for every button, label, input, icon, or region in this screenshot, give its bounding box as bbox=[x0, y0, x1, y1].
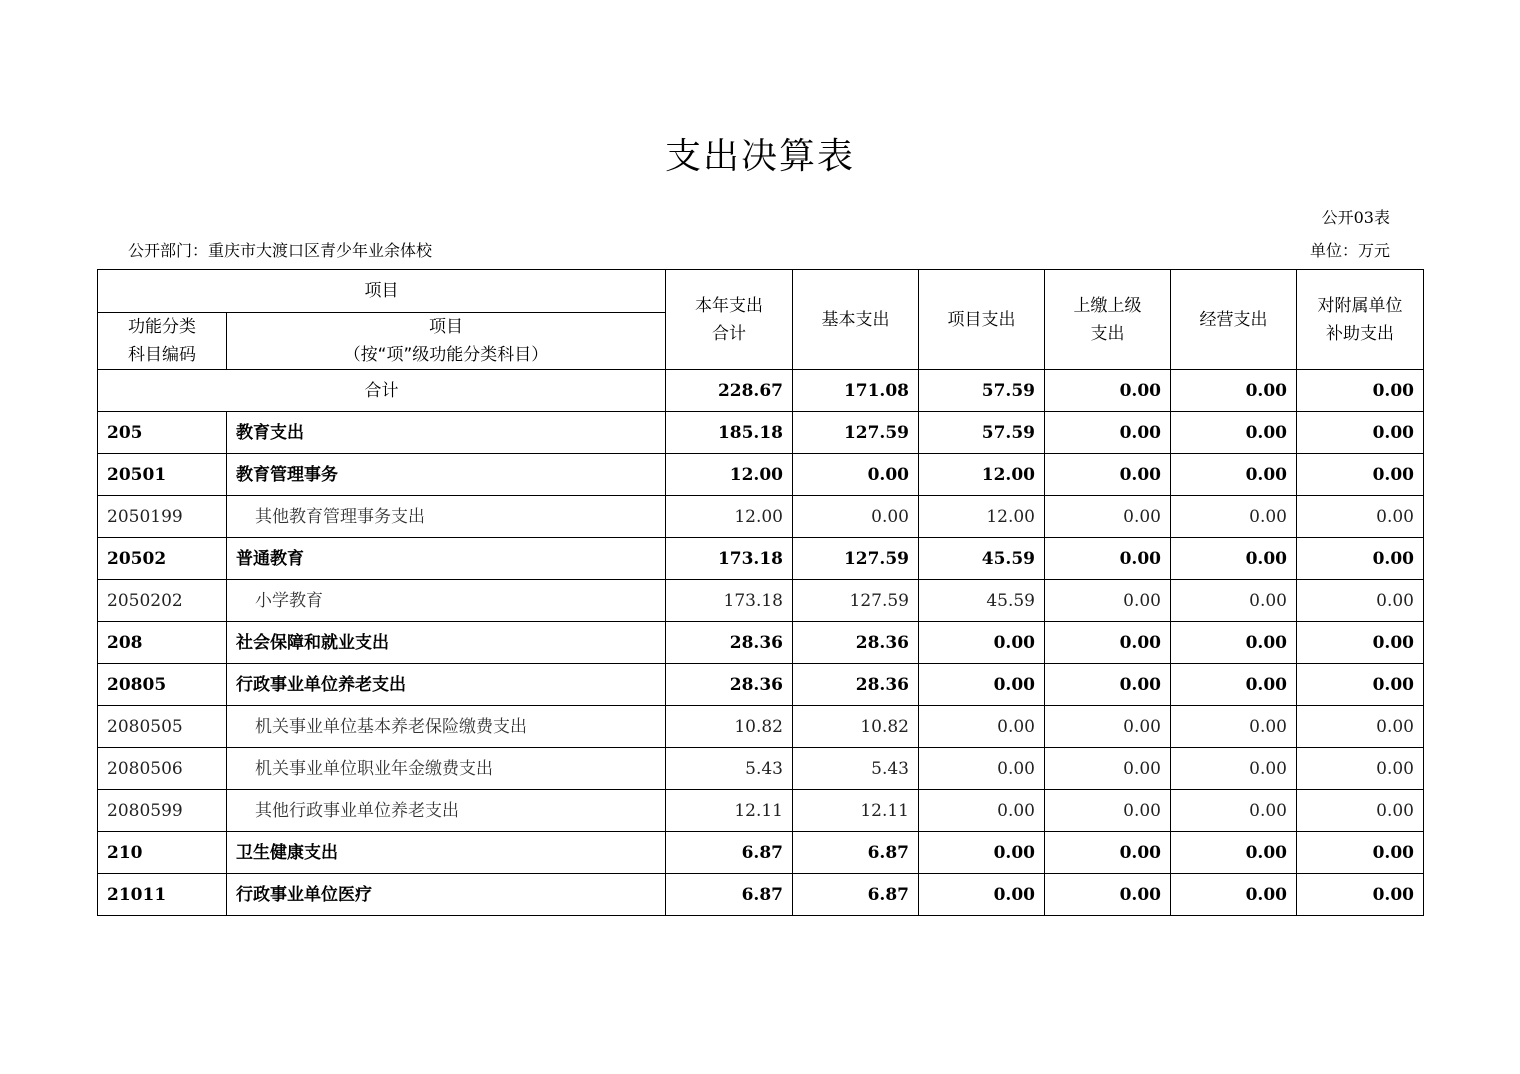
cell-business: 0.00 bbox=[1171, 580, 1297, 622]
header-name-line1: 项目 bbox=[429, 317, 463, 337]
cell-basic: 0.00 bbox=[793, 454, 919, 496]
cell-code: 2050202 bbox=[98, 580, 227, 622]
header-total bbox=[666, 270, 793, 370]
cell-total: 12.00 bbox=[666, 454, 793, 496]
cell-name: 行政事业单位医疗 bbox=[227, 874, 666, 916]
cell-business: 0.00 bbox=[1171, 790, 1297, 832]
cell-business: 0.00 bbox=[1171, 832, 1297, 874]
header-total-line2: 合计 bbox=[712, 323, 746, 344]
cell-basic: 127.59 bbox=[793, 580, 919, 622]
cell-subsidy: 0.00 bbox=[1297, 496, 1424, 538]
summary-row bbox=[98, 370, 1424, 412]
cell-business: 0.00 bbox=[1171, 538, 1297, 580]
table-row bbox=[98, 496, 1424, 538]
header-upper bbox=[1045, 270, 1171, 370]
cell-upper: 0.00 bbox=[1045, 832, 1171, 874]
cell-subsidy: 0.00 bbox=[1297, 748, 1424, 790]
header-item-group: 项目 bbox=[98, 270, 666, 313]
table-row bbox=[98, 790, 1424, 832]
cell-upper: 0.00 bbox=[1045, 622, 1171, 664]
cell-total: 28.36 bbox=[666, 664, 793, 706]
cell-business: 0.00 bbox=[1171, 706, 1297, 748]
cell-basic: 28.36 bbox=[793, 622, 919, 664]
cell-name: 教育管理事务 bbox=[227, 454, 666, 496]
page-title: 支出决算表 bbox=[664, 136, 855, 177]
cell-business: 0.00 bbox=[1171, 748, 1297, 790]
cell-subsidy: 0.00 bbox=[1297, 454, 1424, 496]
cell-code: 2080599 bbox=[98, 790, 227, 832]
table-row bbox=[98, 874, 1424, 916]
cell-subsidy: 0.00 bbox=[1297, 874, 1424, 916]
cell-business: 0.00 bbox=[1171, 496, 1297, 538]
cell-basic: 127.59 bbox=[793, 412, 919, 454]
cell-code: 2080506 bbox=[98, 748, 227, 790]
cell-basic: 0.00 bbox=[793, 496, 919, 538]
header-upper-line2: 支出 bbox=[1090, 323, 1125, 344]
cell-basic: 5.43 bbox=[793, 748, 919, 790]
cell-name: 机关事业单位基本养老保险缴费支出 bbox=[227, 706, 666, 748]
header-code-line2: 科目编码 bbox=[128, 345, 196, 365]
cell-total: 173.18 bbox=[666, 538, 793, 580]
header-subsidy bbox=[1297, 270, 1424, 370]
cell-code: 2050199 bbox=[98, 496, 227, 538]
cell-total: 12.11 bbox=[666, 790, 793, 832]
cell-subsidy: 0.00 bbox=[1297, 412, 1424, 454]
header-name bbox=[227, 313, 666, 370]
table-row bbox=[98, 580, 1424, 622]
cell-name: 行政事业单位养老支出 bbox=[227, 664, 666, 706]
summary-total: 228.67 bbox=[666, 370, 793, 412]
summary-basic: 171.08 bbox=[793, 370, 919, 412]
expenditure-table bbox=[97, 269, 1424, 916]
cell-upper: 0.00 bbox=[1045, 874, 1171, 916]
cell-name: 其他行政事业单位养老支出 bbox=[227, 790, 666, 832]
cell-code: 210 bbox=[98, 832, 227, 874]
cell-total: 5.43 bbox=[666, 748, 793, 790]
cell-basic: 6.87 bbox=[793, 874, 919, 916]
table-row bbox=[98, 538, 1424, 580]
header-code-line1: 功能分类 bbox=[128, 317, 196, 337]
cell-project: 45.59 bbox=[919, 580, 1045, 622]
cell-business: 0.00 bbox=[1171, 622, 1297, 664]
cell-subsidy: 0.00 bbox=[1297, 664, 1424, 706]
cell-upper: 0.00 bbox=[1045, 706, 1171, 748]
cell-code: 2080505 bbox=[98, 706, 227, 748]
header-code bbox=[98, 313, 227, 370]
cell-name: 教育支出 bbox=[227, 412, 666, 454]
cell-name: 机关事业单位职业年金缴费支出 bbox=[227, 748, 666, 790]
cell-business: 0.00 bbox=[1171, 412, 1297, 454]
cell-basic: 6.87 bbox=[793, 832, 919, 874]
table-row bbox=[98, 622, 1424, 664]
cell-upper: 0.00 bbox=[1045, 664, 1171, 706]
cell-upper: 0.00 bbox=[1045, 748, 1171, 790]
cell-total: 6.87 bbox=[666, 874, 793, 916]
table-row bbox=[98, 832, 1424, 874]
cell-basic: 12.11 bbox=[793, 790, 919, 832]
header-basic: 基本支出 bbox=[793, 270, 919, 370]
header-subsidy-line1: 对附属单位 bbox=[1317, 295, 1403, 316]
summary-project: 57.59 bbox=[919, 370, 1045, 412]
cell-name: 普通教育 bbox=[227, 538, 666, 580]
cell-project: 57.59 bbox=[919, 412, 1045, 454]
cell-name: 卫生健康支出 bbox=[227, 832, 666, 874]
cell-upper: 0.00 bbox=[1045, 538, 1171, 580]
cell-code: 205 bbox=[98, 412, 227, 454]
cell-project: 0.00 bbox=[919, 664, 1045, 706]
department-label: 公开部门：重庆市大渡口区青少年业余体校 bbox=[128, 241, 433, 260]
cell-basic: 10.82 bbox=[793, 706, 919, 748]
cell-business: 0.00 bbox=[1171, 664, 1297, 706]
header-subsidy-line2: 补助支出 bbox=[1326, 323, 1394, 344]
header-total-line1: 本年支出 bbox=[695, 295, 763, 316]
form-number: 公开03表 bbox=[1321, 208, 1390, 227]
cell-business: 0.00 bbox=[1171, 454, 1297, 496]
cell-name: 社会保障和就业支出 bbox=[227, 622, 666, 664]
cell-code: 20502 bbox=[98, 538, 227, 580]
cell-subsidy: 0.00 bbox=[1297, 706, 1424, 748]
header-project: 项目支出 bbox=[919, 270, 1045, 370]
cell-project: 45.59 bbox=[919, 538, 1045, 580]
cell-total: 28.36 bbox=[666, 622, 793, 664]
cell-subsidy: 0.00 bbox=[1297, 790, 1424, 832]
summary-upper: 0.00 bbox=[1045, 370, 1171, 412]
header-business: 经营支出 bbox=[1171, 270, 1297, 370]
cell-code: 20805 bbox=[98, 664, 227, 706]
cell-project: 0.00 bbox=[919, 832, 1045, 874]
cell-project: 0.00 bbox=[919, 748, 1045, 790]
summary-business: 0.00 bbox=[1171, 370, 1297, 412]
table-row bbox=[98, 706, 1424, 748]
cell-code: 208 bbox=[98, 622, 227, 664]
cell-name: 小学教育 bbox=[227, 580, 666, 622]
cell-project: 0.00 bbox=[919, 874, 1045, 916]
cell-code: 20501 bbox=[98, 454, 227, 496]
unit-label: 单位：万元 bbox=[1309, 241, 1390, 260]
table-row bbox=[98, 454, 1424, 496]
cell-total: 173.18 bbox=[666, 580, 793, 622]
summary-subsidy: 0.00 bbox=[1297, 370, 1424, 412]
header-upper-line1: 上缴上级 bbox=[1073, 295, 1142, 316]
cell-name: 其他教育管理事务支出 bbox=[227, 496, 666, 538]
cell-subsidy: 0.00 bbox=[1297, 622, 1424, 664]
cell-basic: 28.36 bbox=[793, 664, 919, 706]
cell-upper: 0.00 bbox=[1045, 790, 1171, 832]
cell-business: 0.00 bbox=[1171, 874, 1297, 916]
cell-total: 12.00 bbox=[666, 496, 793, 538]
cell-upper: 0.00 bbox=[1045, 412, 1171, 454]
cell-upper: 0.00 bbox=[1045, 454, 1171, 496]
cell-project: 0.00 bbox=[919, 622, 1045, 664]
header-name-line2: （按“项”级功能分类科目） bbox=[343, 345, 549, 365]
cell-project: 0.00 bbox=[919, 790, 1045, 832]
table-row bbox=[98, 412, 1424, 454]
cell-project: 12.00 bbox=[919, 496, 1045, 538]
cell-total: 10.82 bbox=[666, 706, 793, 748]
table-row bbox=[98, 748, 1424, 790]
cell-project: 0.00 bbox=[919, 706, 1045, 748]
table-row bbox=[98, 664, 1424, 706]
cell-total: 185.18 bbox=[666, 412, 793, 454]
cell-total: 6.87 bbox=[666, 832, 793, 874]
cell-subsidy: 0.00 bbox=[1297, 538, 1424, 580]
cell-upper: 0.00 bbox=[1045, 580, 1171, 622]
cell-code: 21011 bbox=[98, 874, 227, 916]
cell-upper: 0.00 bbox=[1045, 496, 1171, 538]
cell-subsidy: 0.00 bbox=[1297, 832, 1424, 874]
cell-basic: 127.59 bbox=[793, 538, 919, 580]
summary-label: 合计 bbox=[98, 370, 666, 412]
cell-subsidy: 0.00 bbox=[1297, 580, 1424, 622]
cell-project: 12.00 bbox=[919, 454, 1045, 496]
